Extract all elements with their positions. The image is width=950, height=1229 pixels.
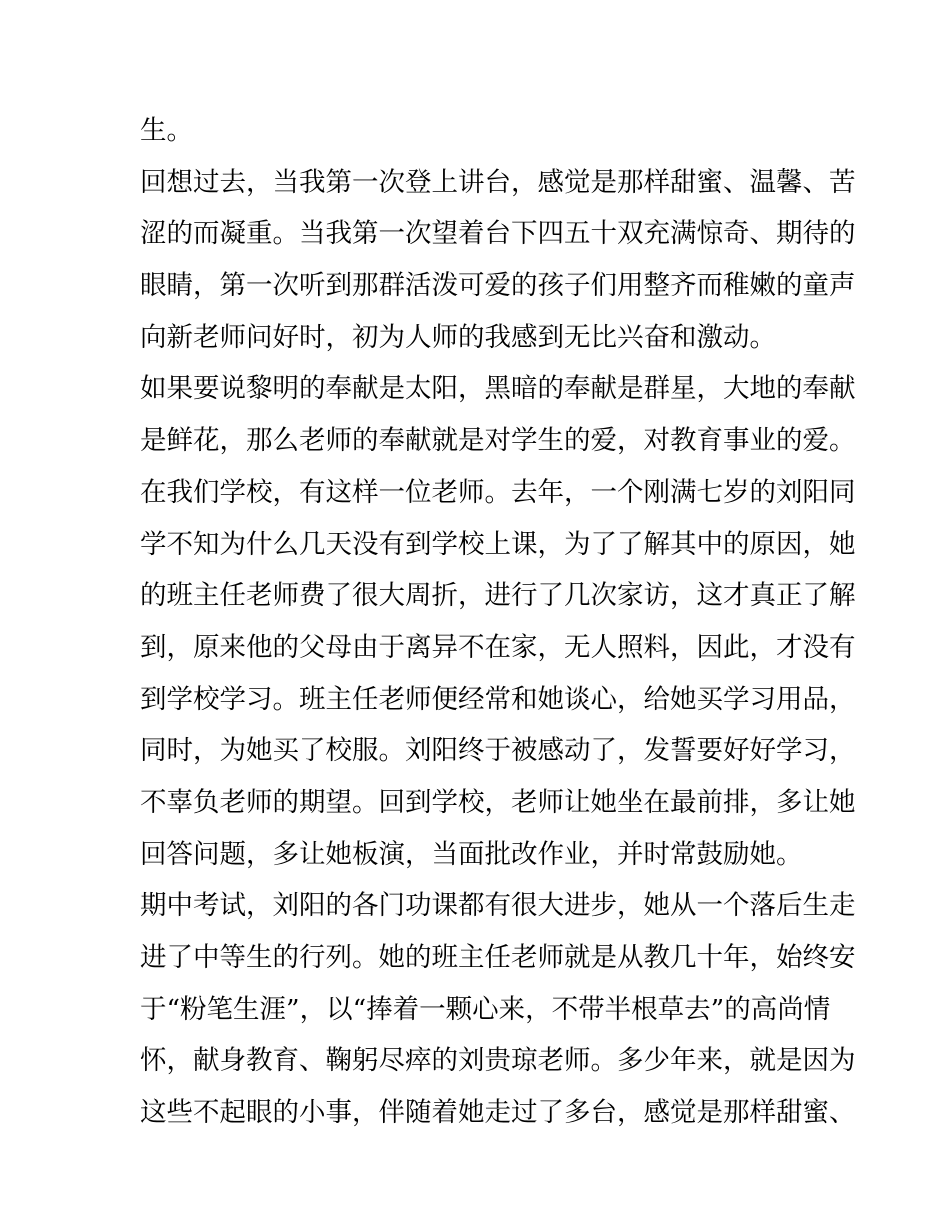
text-line-5: 向新老师问好时，初为人师的我感到无比兴奋和激动。 xyxy=(140,321,776,353)
text-line-1: 生。 xyxy=(140,115,193,146)
text-line-17: 进了中等生的行列。她的班主任老师就是从教几十年，始终安 xyxy=(140,942,856,973)
text-line-15: 回答问题，多让她板演，当面批改作业，并时常鼓励她。 xyxy=(140,838,803,870)
text-line-3: 涩的而凝重。当我第一次望着台下四五十双充满惊奇、期待的 xyxy=(140,218,856,250)
text-line-19: 怀，献身教育、鞠躬尽瘁的刘贵琼老师。多少年来，就是因为 xyxy=(140,1045,856,1077)
text-line-4: 眼睛，第一次听到那群活泼可爱的孩子们用整齐而稚嫩的童声 xyxy=(140,270,856,302)
text-line-9: 学不知为什么几天没有到学校上课，为了了解其中的原因，她 xyxy=(140,528,856,560)
body-text xyxy=(140,105,856,1139)
text-line-6: 如果要说黎明的奉献是太阳，黑暗的奉献是群星，大地的奉献 xyxy=(140,373,856,405)
text-line-8: 在我们学校，有这样一位老师。去年，一个刚满七岁的刘阳同 xyxy=(140,476,856,508)
text-line-2: 回想过去，当我第一次登上讲台，感觉是那样甜蜜、温馨、苦 xyxy=(140,166,856,198)
text-line-10: 的班主任老师费了很大周折，进行了几次家访，这才真正了解 xyxy=(140,580,856,612)
text-line-16: 期中考试，刘阳的各门功课都有很大进步，她从一个落后生走 xyxy=(140,890,856,922)
text-line-11: 到，原来他的父母由于离异不在家，无人照料，因此，才没有 xyxy=(140,631,856,663)
text-line-18: 于“粉笔生涯”，以“捧着一颗心来，不带半根草去”的高尚情 xyxy=(140,993,831,1025)
text-line-12: 到学校学习。班主任老师便经常和她谈心，给她买学习用品， xyxy=(140,683,856,715)
text-line-7: 是鲜花，那么老师的奉献就是对学生的爱，对教育事业的爱。 xyxy=(140,425,856,457)
text-line-13: 同时，为她买了校服。刘阳终于被感动了，发誓要好好学习， xyxy=(140,735,856,767)
text-line-20: 这些不起眼的小事，伴随着她走过了多台，感觉是那样甜蜜、 xyxy=(140,1097,856,1129)
text-line-14: 不辜负老师的期望。回到学校，老师让她坐在最前排，多让她 xyxy=(140,786,856,818)
